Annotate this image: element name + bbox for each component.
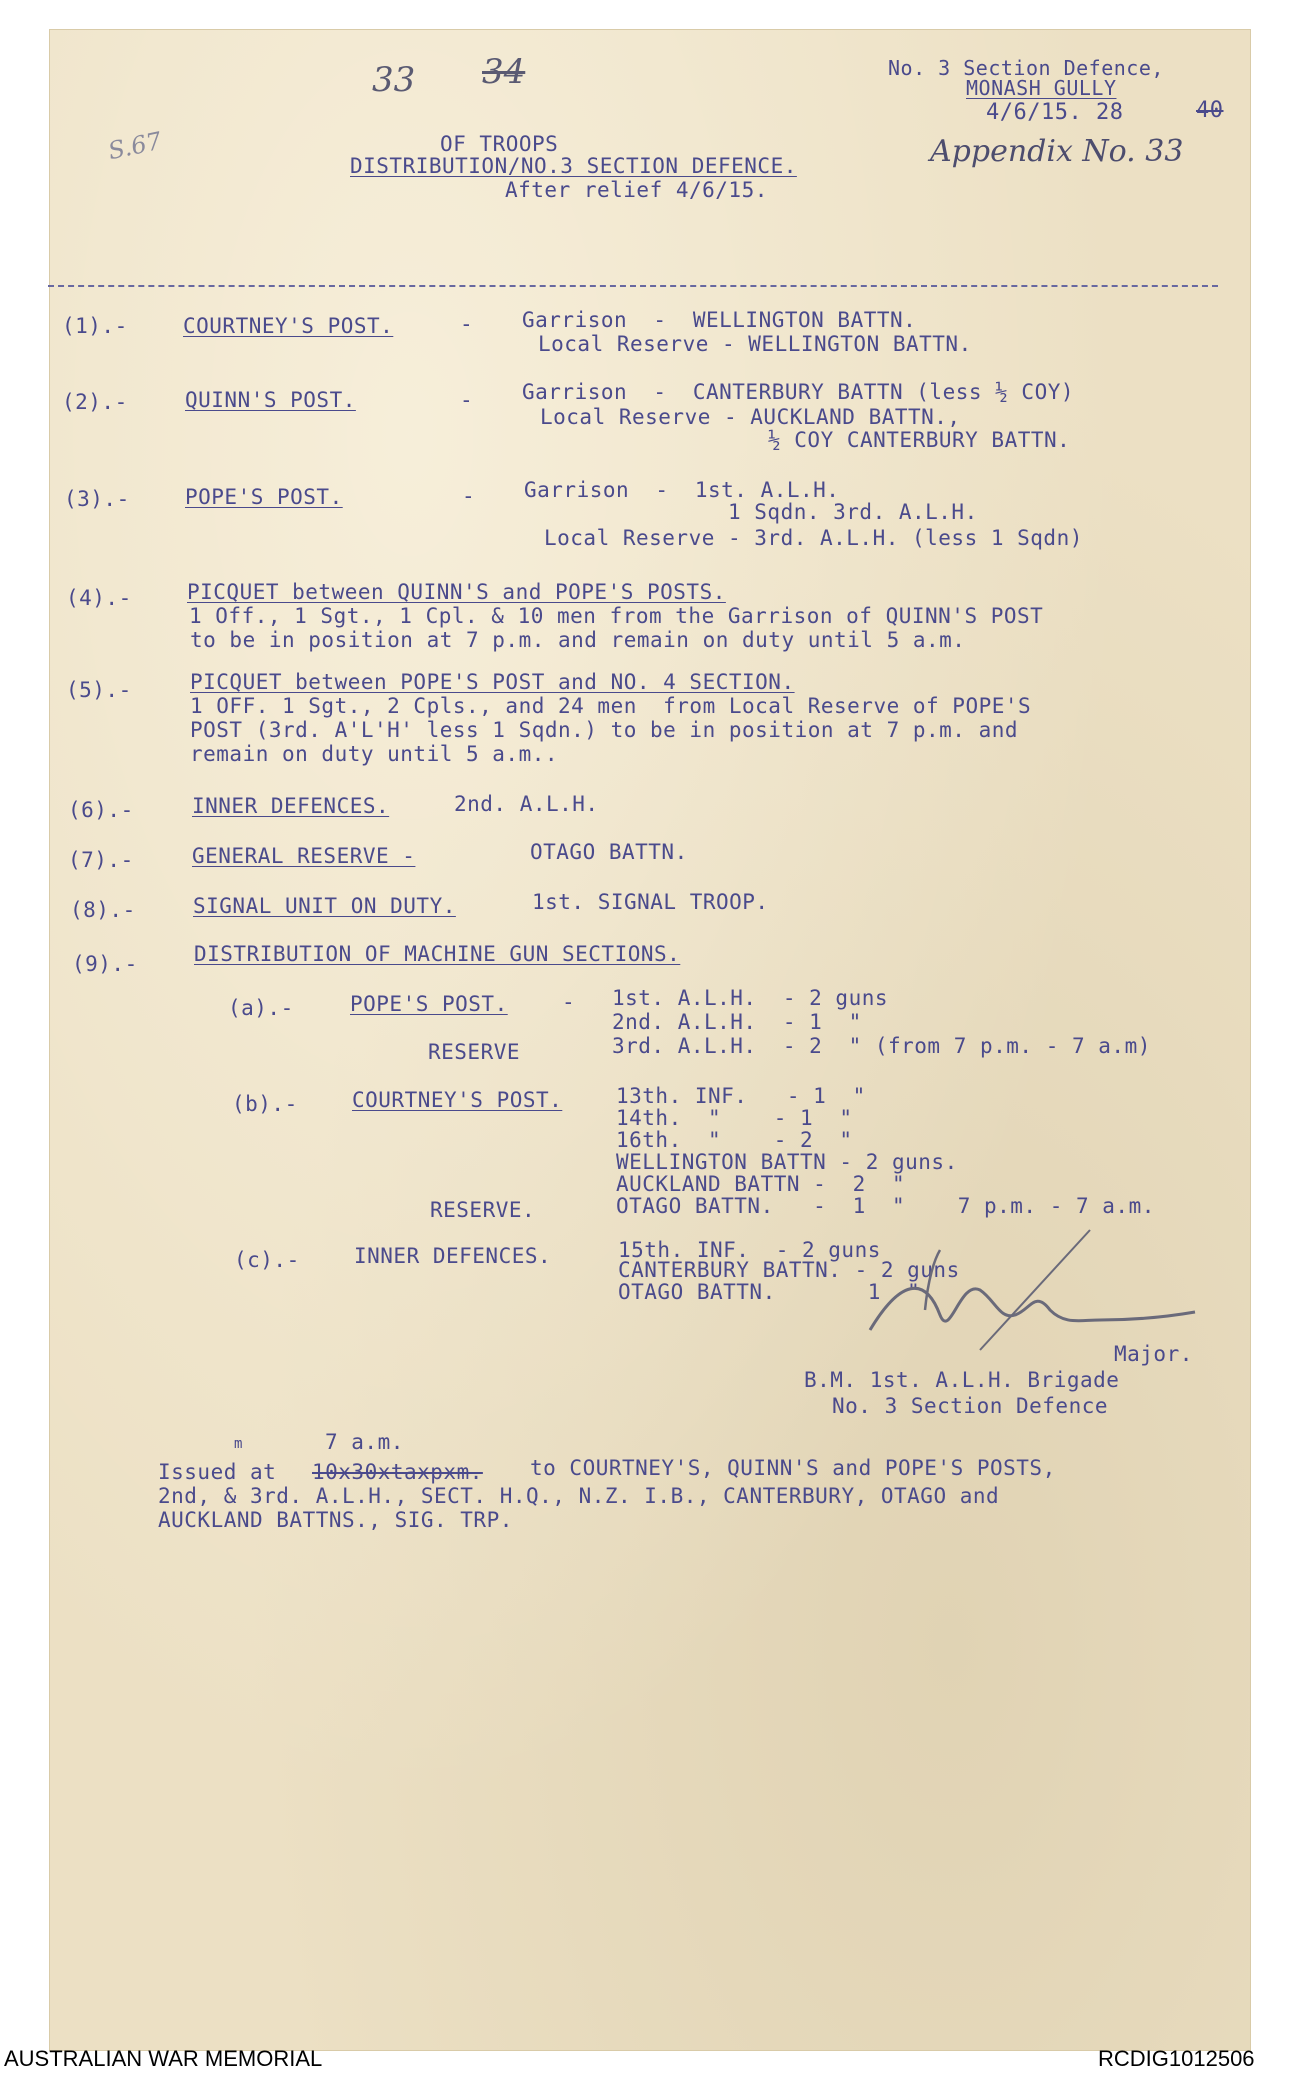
location-heading: MONASH GULLY [966,76,1117,100]
signature-role: B.M. 1st. A.L.H. Brigade [804,1368,1120,1392]
item-3-name: POPE'S POST. [185,485,343,509]
item-2-number: (2).- [62,390,128,414]
item-3-line-1: Garrison - 1st. A.L.H. [524,478,840,502]
mg-a-row: 3rd. A.L.H. - 2 " (from 7 p.m. - 7 a.m) [612,1034,1151,1058]
item-5-number: (5).- [66,678,132,702]
page-number: 33 [372,60,416,100]
mg-b-row: WELLINGTON BATTN - 2 guns. [616,1150,958,1174]
item-3-line-3: Local Reserve - 3rd. A.L.H. (less 1 Sqdn) [544,526,1083,550]
mg-b-reserve: RESERVE. [430,1198,536,1222]
mg-c-row: CANTERBURY BATTN. - 2 guns [618,1258,960,1282]
mg-c-post: INNER DEFENCES. [354,1244,552,1268]
issued-line-1-struck: 10x30xtaxpxm. [312,1460,483,1484]
item-2-line-1: Garrison - CANTERBURY BATTN (less ½ COY) [522,380,1075,404]
item-1-line-2: Local Reserve - WELLINGTON BATTN. [538,332,972,356]
item-6-number: (6).- [68,798,134,822]
page-number-struck: 34 [482,52,526,92]
item-4-line-1: 1 Off., 1 Sgt., 1 Cpl. & 10 men from the Garrison of QUINN'S POST [189,604,1044,628]
item-9-name: DISTRIBUTION OF MACHINE GUN SECTIONS. [194,942,681,966]
signature-rank: Major. [1114,1342,1193,1366]
item-3-line-2: 1 Sqdn. 3rd. A.L.H. [728,500,978,524]
item-9-number: (9).- [72,952,138,976]
mg-b-row: AUCKLAND BATTN - 2 " [616,1172,906,1196]
item-2-line-2: Local Reserve - AUCKLAND BATTN., [540,405,961,429]
item-1-dash: - [460,312,474,336]
struck-number: 40 [1196,98,1224,123]
item-1-number: (1).- [62,314,128,338]
section-heading: No. 3 Section Defence, [888,56,1164,80]
mg-a-row: 2nd. A.L.H. - 1 " [612,1010,862,1034]
issued-line-1-end: to COURTNEY'S, QUINN'S and POPE'S POSTS, [530,1456,1056,1480]
item-7-value: OTAGO BATTN. [530,840,688,864]
item-5-heading: PICQUET between POPE'S POST and NO. 4 SECTION. [190,670,795,694]
issued-line-3: AUCKLAND BATTNS., SIG. TRP. [158,1508,513,1532]
mg-b-label: (b).- [232,1092,298,1116]
mg-a-dash: - [562,990,576,1014]
mg-c-row: 15th. INF. - 2 guns [618,1238,881,1262]
item-5-line-3: remain on duty until 5 a.m.. [190,742,559,766]
mg-b-post: COURTNEY'S POST. [352,1088,563,1112]
signature-mark [830,1220,1230,1360]
item-7-number: (7).- [68,848,134,872]
item-8-name: SIGNAL UNIT ON DUTY. [193,894,456,918]
title-insert: OF TROOPS [440,132,559,156]
mg-b-row: 14th. " - 1 " [616,1106,853,1130]
footer-id: RCDIG1012506 [1098,2046,1255,2071]
footer-source: AUSTRALIAN WAR MEMORIAL [4,2046,323,2071]
divider-rule [48,285,1218,287]
item-5-line-1: 1 OFF. 1 Sgt., 2 Cpls., and 24 men from Local Reserve of POPE'S [190,694,1032,718]
item-1-line-1: Garrison - WELLINGTON BATTN. [522,308,917,332]
document-date: 4/6/15. 28 [986,100,1124,125]
item-4-number: (4).- [66,586,132,610]
document-title: DISTRIBUTION/NO.3 SECTION DEFENCE. [350,154,797,178]
issued-line-1-start: Issued at [158,1460,277,1484]
item-5-line-2: POST (3rd. A'L'H' less 1 Sqdn.) to be in position at 7 p.m. and [190,718,1019,742]
mg-c-label: (c).- [234,1248,300,1272]
mg-c-row: OTAGO BATTN. 1 " [618,1280,921,1304]
issued-insert-m: m [234,1436,243,1452]
item-2-name: QUINN'S POST. [185,388,356,412]
item-8-value: 1st. SIGNAL TROOP. [532,890,769,914]
item-4-heading: PICQUET between QUINN'S and POPE'S POSTS. [187,580,726,604]
mg-b-row: OTAGO BATTN. - 1 " 7 p.m. - 7 a.m. [616,1194,1155,1218]
item-6-name: INNER DEFENCES. [192,794,390,818]
mg-b-row: 16th. " - 2 " [616,1128,853,1152]
mg-a-row: 1st. A.L.H. - 2 guns [612,986,889,1010]
item-3-dash: - [462,484,476,508]
item-3-number: (3).- [64,487,130,511]
document-subtitle: After relief 4/6/15. [505,178,768,202]
item-2-dash: - [460,388,474,412]
item-6-value: 2nd. A.L.H. [454,792,599,816]
appendix-label: Appendix No. 33 [930,134,1184,169]
item-7-name: GENERAL RESERVE - [192,844,416,868]
issued-line-2: 2nd, & 3rd. A.L.H., SECT. H.Q., N.Z. I.B., CANTERBURY, OTAGO and [158,1484,1000,1508]
signature-unit: No. 3 Section Defence [832,1394,1109,1418]
issued-insert-time: 7 a.m. [325,1430,404,1454]
item-1-name: COURTNEY'S POST. [183,314,394,338]
mg-a-post: POPE'S POST. [350,992,508,1016]
mg-a-reserve: RESERVE [428,1040,521,1064]
margin-note: S.67 [105,126,165,166]
mg-a-label: (a).- [228,996,294,1020]
item-8-number: (8).- [70,898,136,922]
mg-b-row: 13th. INF. - 1 " [616,1084,866,1108]
item-4-line-2: to be in position at 7 p.m. and remain on duty until 5 a.m. [190,628,966,652]
item-2-line-3: ½ COY CANTERBURY BATTN. [768,428,1071,452]
